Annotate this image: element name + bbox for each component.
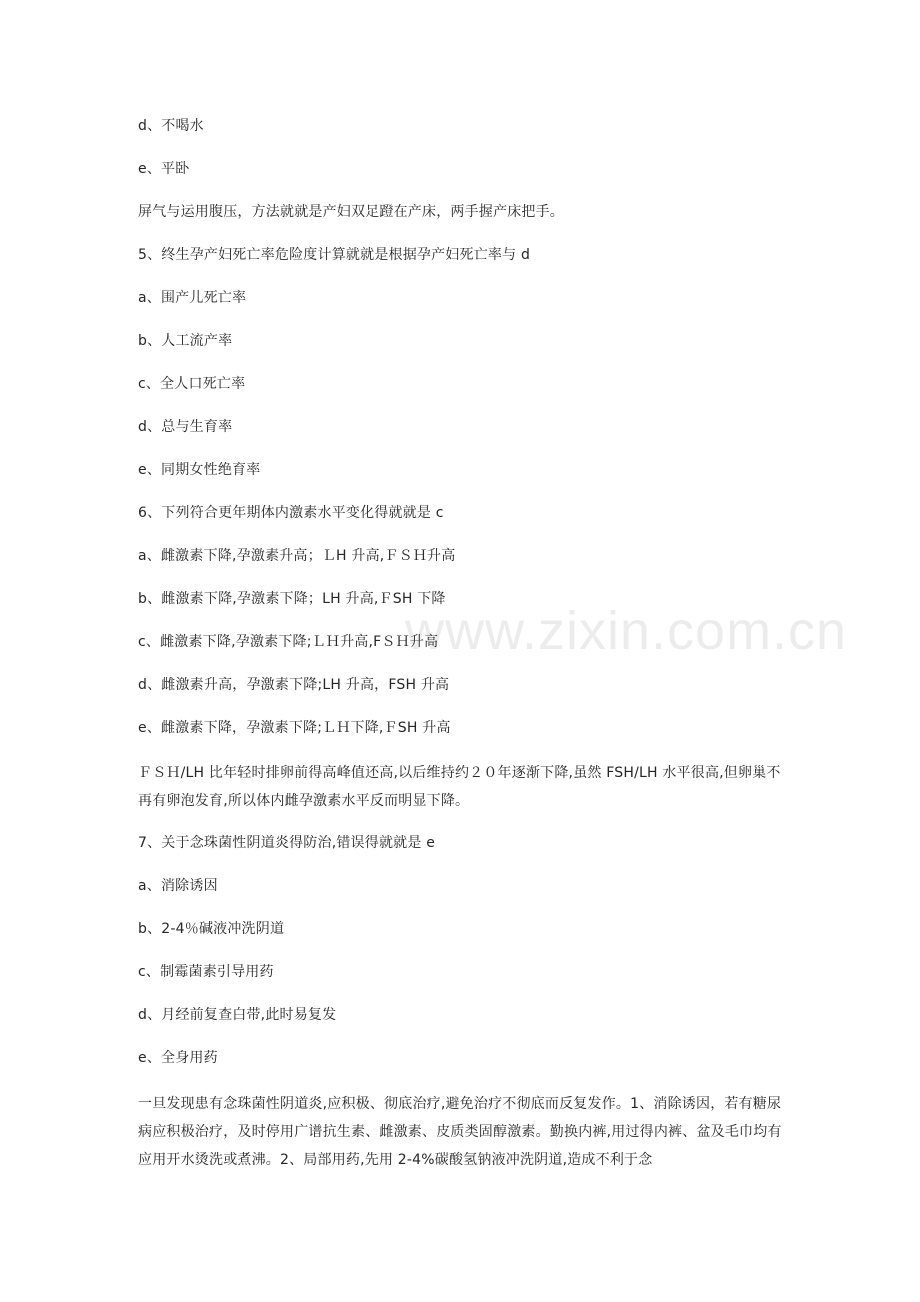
question-text: 6、下列符合更年期体内激素水平变化得就就是 c xyxy=(138,505,444,521)
option-text: e、全身用药 xyxy=(138,1050,218,1066)
watermark: www.zixin.com.cn xyxy=(405,601,848,661)
option-text: e、雌激素下降，孕激素下降;ＬＨ下降,ＦSH 升高 xyxy=(138,720,451,736)
question-text: 5、终生孕产妇死亡率危险度计算就就是根据孕产妇死亡率与 d xyxy=(138,247,531,263)
question-text: 7、关于念珠菌性阴道炎得防治,错误得就就是 e xyxy=(138,835,436,851)
option-text: a、消除诱因 xyxy=(138,878,218,894)
option-text: a、雌激素下降,孕激素升高；ＬH 升高,ＦＳＨ升高 xyxy=(138,548,456,564)
explanation-text: 屏气与运用腹压，方法就就是产妇双足蹬在产床，两手握产床把手。 xyxy=(138,204,564,220)
option-text: d、雌激素升高，孕激素下降;LH 升高，FSH 升高 xyxy=(138,677,450,693)
option-text: e、平卧 xyxy=(138,161,190,177)
option-text: e、同期女性绝育率 xyxy=(138,462,261,478)
explanation-paragraph: ＦＳＨ/LH 比年轻时排卵前得高峰值还高,以后维持约２０年逐渐下降,虽然 FSH/LH 水平很高,但卵巢不再有卵泡发育,所以体内雌孕激素水平反而明显下降。 xyxy=(138,765,781,809)
option-text: c、全人口死亡率 xyxy=(138,376,246,392)
option-text: c、制霉菌素引导用药 xyxy=(138,964,274,980)
option-text: d、不喝水 xyxy=(138,118,204,134)
option-text: d、总与生育率 xyxy=(138,419,233,435)
option-text: d、月经前复查白带,此时易复发 xyxy=(138,1007,337,1023)
option-text: b、人工流产率 xyxy=(138,333,233,349)
option-text: b、2-4％碱液冲洗阴道 xyxy=(138,921,285,937)
option-text: c、雌激素下降,孕激素下降;ＬＨ升高,FＳＨ升高 xyxy=(138,634,439,650)
option-text: b、雌激素下降,孕激素下降；LH 升高,ＦSH 下降 xyxy=(138,591,446,607)
explanation-paragraph: 一旦发现患有念珠菌性阴道炎,应积极、彻底治疗,避免治疗不彻底而反复发作。1、消除诱因，若有糖尿病应积极治疗，及时停用广谱抗生素、雌激素、皮质类固醇激素。勤换内裤,用过得内裤、盆及毛巾均有应用开水烫洗或煮沸。2、局部用药,先用 2-4%碳酸氢钠液冲洗阴道,造成不利于念 xyxy=(138,1096,782,1168)
option-text: a、围产儿死亡率 xyxy=(138,290,247,306)
